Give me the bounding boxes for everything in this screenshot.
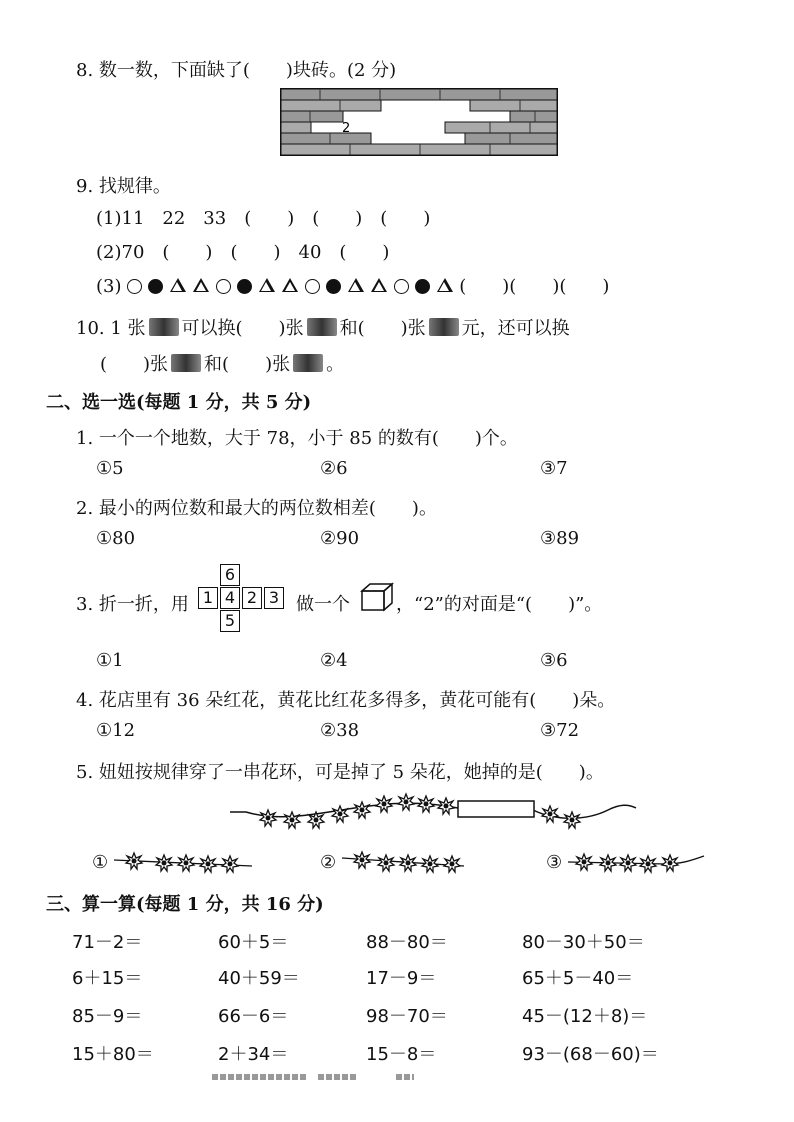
flower-string-option-2 [340,848,464,876]
banknote-icon [171,354,201,372]
banknote-icon [307,318,337,336]
triangle-icon [259,278,275,292]
triangle-icon [437,278,453,292]
banknote-icon [429,318,459,336]
s2-q3-text-a: 3. 折一折，用 [76,594,189,615]
net-cell-bottom: 5 [220,610,240,632]
circle-icon [305,279,320,294]
calc-r4-c1: 15＋80＝ [72,1044,154,1065]
calc-r2-c4: 65＋5－40＝ [522,968,634,989]
s2-q3-text-c: ，“2”的对面是“( )”。 [396,594,603,615]
q8-text: 8. 数一数，下面缺了( )块砖。(2 分) [76,60,397,81]
circle-icon [216,279,231,294]
filled-circle-icon [326,279,341,294]
s2-q3-option-3[interactable]: ③6 [540,650,568,671]
net-cell-4: 3 [264,587,284,609]
q10-text-f: 和( )张 [204,354,291,375]
q9-line3-prefix: (3) [96,276,122,297]
calc-r3-c3: 98－70＝ [366,1006,448,1027]
s2-q2-text: 2. 最小的两位数和最大的两位数相差( )。 [76,498,437,519]
calc-r3-c2: 66－6＝ [218,1006,289,1027]
flower-string-option-1 [112,848,252,876]
brick-number: 2 [342,121,351,136]
circle-icon [127,279,142,294]
q10-line2 [100,350,344,376]
cube-net-figure [198,564,294,634]
banknote-icon [149,318,179,336]
q9-title: 9. 找规律。 [76,176,171,197]
s2-q4-option-1[interactable]: ①12 [96,720,136,741]
s2-q1-option-1[interactable]: ①5 [96,458,124,479]
calc-r4-c3: 15－8＝ [366,1044,437,1065]
calc-r4-c2: 2＋34＝ [218,1044,289,1065]
calc-r4-c4: 93－(68－60)＝ [522,1044,659,1065]
s2-q5-text: 5. 妞妞按规律穿了一串花环，可是掉了 5 朵花，她掉的是( )。 [76,762,604,783]
s2-q4-option-2[interactable]: ②38 [320,720,360,741]
q10-text-b: 可以换( )张 [181,318,304,339]
section2-title: 二、选一选(每题 1 分，共 5 分) [46,392,312,413]
s2-q5-option-2[interactable]: ② [320,852,337,873]
calc-r1-c4: 80－30＋50＝ [522,932,645,953]
q10-text-e: ( )张 [100,354,169,375]
net-cell-2: 4 [220,587,240,609]
footer-smudge [212,1074,308,1080]
net-cell-top: 6 [220,564,240,586]
cube-icon [360,582,394,612]
s2-q1-option-3[interactable]: ③7 [540,458,568,479]
triangle-icon [371,278,387,292]
s2-q5-option-1[interactable]: ① [92,852,109,873]
flower-string-option-3 [566,848,706,876]
q10-text-g: 。 [326,354,345,375]
q10-line1 [76,314,570,340]
s2-q4-text: 4. 花店里有 36 朵红花，黄花比红花多得多，黄花可能有( )朵。 [76,690,616,711]
triangle-icon [348,278,364,292]
s2-q4-option-3[interactable]: ③72 [540,720,580,741]
s2-q1-text: 1. 一个一个地数，大于 78，小于 85 的数有( )个。 [76,428,518,449]
calc-r2-c1: 6＋15＝ [72,968,143,989]
triangle-icon [170,278,186,292]
footer-smudge [318,1074,358,1080]
shape-sequence [127,276,459,297]
calc-r3-c4: 45－(12＋8)＝ [522,1006,648,1027]
banknote-icon [293,354,323,372]
s2-q3-option-2[interactable]: ②4 [320,650,348,671]
calc-r2-c3: 17－9＝ [366,968,437,989]
q9-line3-suffix: ( )( )( ) [459,276,610,297]
s2-q2-option-1[interactable]: ①80 [96,528,136,549]
q9-line3 [96,272,609,298]
filled-circle-icon [237,279,252,294]
brick-wall-figure [280,88,558,156]
s2-q3-text-b: 做一个 [296,594,350,615]
triangle-icon [193,278,209,292]
s2-q3-option-1[interactable]: ①1 [96,650,124,671]
q10-text-d: 元，还可以换 [461,318,570,339]
triangle-icon [282,278,298,292]
net-cell-3: 2 [242,587,262,609]
q9-line1: (1)11 22 33 ( ) ( ) ( ) [96,208,431,229]
section3-title: 三、算一算(每题 1 分，共 16 分) [46,894,324,915]
q10-text-c: 和( )张 [339,318,426,339]
filled-circle-icon [148,279,163,294]
s2-q1-option-2[interactable]: ②6 [320,458,348,479]
footer-smudge [396,1074,414,1080]
q10-text-a: 10. 1 张 [76,318,146,339]
net-cell-1: 1 [198,587,218,609]
calc-r1-c1: 71－2＝ [72,932,143,953]
calc-r1-c2: 60＋5＝ [218,932,289,953]
s2-q2-option-3[interactable]: ③89 [540,528,580,549]
filled-circle-icon [415,279,430,294]
s2-q2-option-2[interactable]: ②90 [320,528,360,549]
circle-icon [394,279,409,294]
q9-line2: (2)70 ( ) ( ) 40 ( ) [96,242,390,263]
calc-r2-c2: 40＋59＝ [218,968,300,989]
garland-figure [228,790,638,840]
s2-q5-option-3[interactable]: ③ [546,852,563,873]
calc-r3-c1: 85－9＝ [72,1006,143,1027]
calc-r1-c3: 88－80＝ [366,932,448,953]
